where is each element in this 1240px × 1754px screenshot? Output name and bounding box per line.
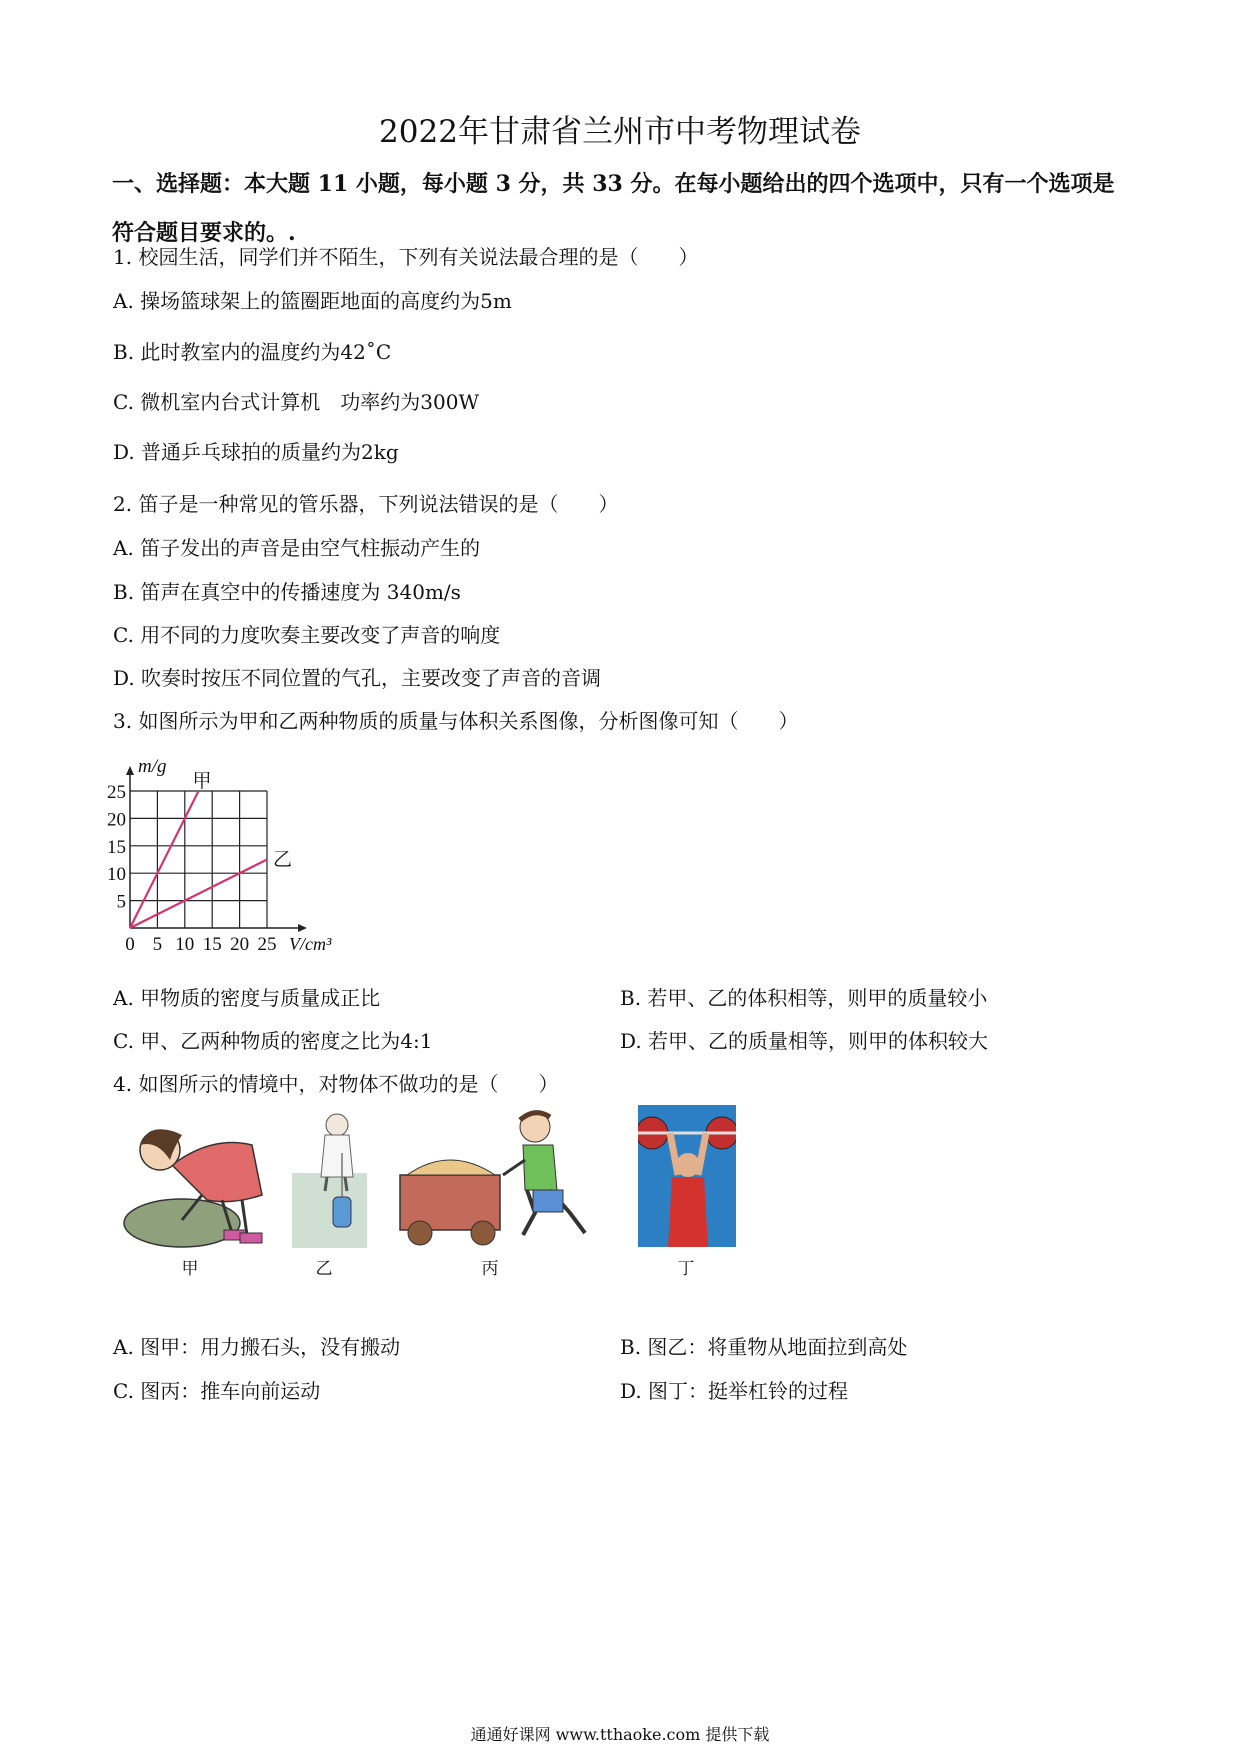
illustration-girl-lifting-rock <box>112 1105 292 1250</box>
caption-bing: 丙 <box>481 1259 499 1279</box>
chart-series <box>130 791 267 928</box>
section-heading: 一、选择题：本大题 11 小题，每小题 3 分，共 33 分。在每小题给出的四个选项中，只有一个选项是符合题目要求的。. <box>112 171 1115 246</box>
y-tick-label: 15 <box>107 836 126 858</box>
y-tick-label: 5 <box>116 891 126 913</box>
series-label-yi: 乙 <box>273 849 293 871</box>
x-tick-label: 15 <box>202 934 222 955</box>
y-axis-label: m/g <box>138 756 167 777</box>
x-axis-label: V/cm³ <box>289 934 332 954</box>
q2-stem: 2. 笛子是一种常见的管乐器，下列说法错误的是（ ） <box>113 492 619 516</box>
q4-option-a: A. 图甲：用力搬石头，没有搬动 <box>113 1335 401 1359</box>
q2-option-a: A. 笛子发出的声音是由空气柱振动产生的 <box>113 536 481 560</box>
caption-yi: 乙 <box>315 1259 333 1279</box>
illustration-weightlifter-photo <box>638 1105 736 1247</box>
q3-option-a: A. 甲物质的密度与质量成正比 <box>113 986 381 1010</box>
y-tick-label: 25 <box>107 782 126 803</box>
x-tick-label: 10 <box>175 934 195 955</box>
q1-option-d: D. 普通乒乓球拍的质量约为2kg <box>113 440 399 464</box>
x-axis-arrow <box>298 924 307 932</box>
q3-option-b: B. 若甲、乙的体积相等，则甲的质量较小 <box>620 986 988 1010</box>
x-tick-label: 5 <box>152 934 163 955</box>
series-line-jia <box>130 791 199 928</box>
q4-option-c: C. 图丙：推车向前运动 <box>113 1379 321 1403</box>
series-label-jia: 甲 <box>192 771 212 792</box>
q2-option-d: D. 吹奏时按压不同位置的气孔，主要改变了声音的音调 <box>113 666 602 690</box>
q4-stem: 4. 如图所示的情境中，对物体不做功的是（ ） <box>113 1072 559 1096</box>
q1-option-b: B. 此时教室内的温度约为42˚C <box>113 340 392 364</box>
illustration-boy-pushing-cart <box>395 1105 610 1250</box>
y-tick-label: 10 <box>107 864 126 886</box>
q3-option-c: C. 甲、乙两种物质的密度之比为4:1 <box>113 1029 433 1053</box>
q1-option-c: C. 微机室内台式计算机 功率约为300W <box>113 390 480 414</box>
q2-option-c: C. 用不同的力度吹奏主要改变了声音的响度 <box>113 623 501 647</box>
q1-option-a: A. 操场篮球架上的篮圈距地面的高度约为5m <box>113 289 512 313</box>
caption-ding: 丁 <box>677 1259 695 1279</box>
x-tick-label: 20 <box>230 934 250 955</box>
caption-jia: 甲 <box>181 1259 199 1279</box>
series-line-yi <box>130 860 267 929</box>
q3-stem: 3. 如图所示为甲和乙两种物质的质量与体积关系图像，分析图像可知（ ） <box>113 709 799 733</box>
y-tick-label: 20 <box>107 809 126 831</box>
x-tick-label: 25 <box>257 934 277 955</box>
q1-stem: 1. 校园生活，同学们并不陌生，下列有关说法最合理的是（ ） <box>113 245 699 269</box>
page-title: 2022年甘肃省兰州市中考物理试卷 <box>379 114 861 150</box>
q2-option-b: B. 笛声在真空中的传播速度为 340m/s <box>113 580 461 604</box>
q4-option-d: D. 图丁：挺举杠铃的过程 <box>620 1379 849 1403</box>
q3-option-d: D. 若甲、乙的质量相等，则甲的体积较大 <box>620 1029 989 1053</box>
mass-volume-chart <box>100 750 390 970</box>
chart-grid <box>130 791 267 928</box>
y-axis-arrow <box>126 766 134 775</box>
q4-option-b: B. 图乙：将重物从地面拉到高处 <box>620 1335 908 1359</box>
illustration-man-pulling-weight <box>287 1105 377 1250</box>
footer-source: 通通好课网 www.tthaoke.com 提供下载 <box>470 1725 770 1744</box>
x-tick-label: 0 <box>125 934 135 955</box>
